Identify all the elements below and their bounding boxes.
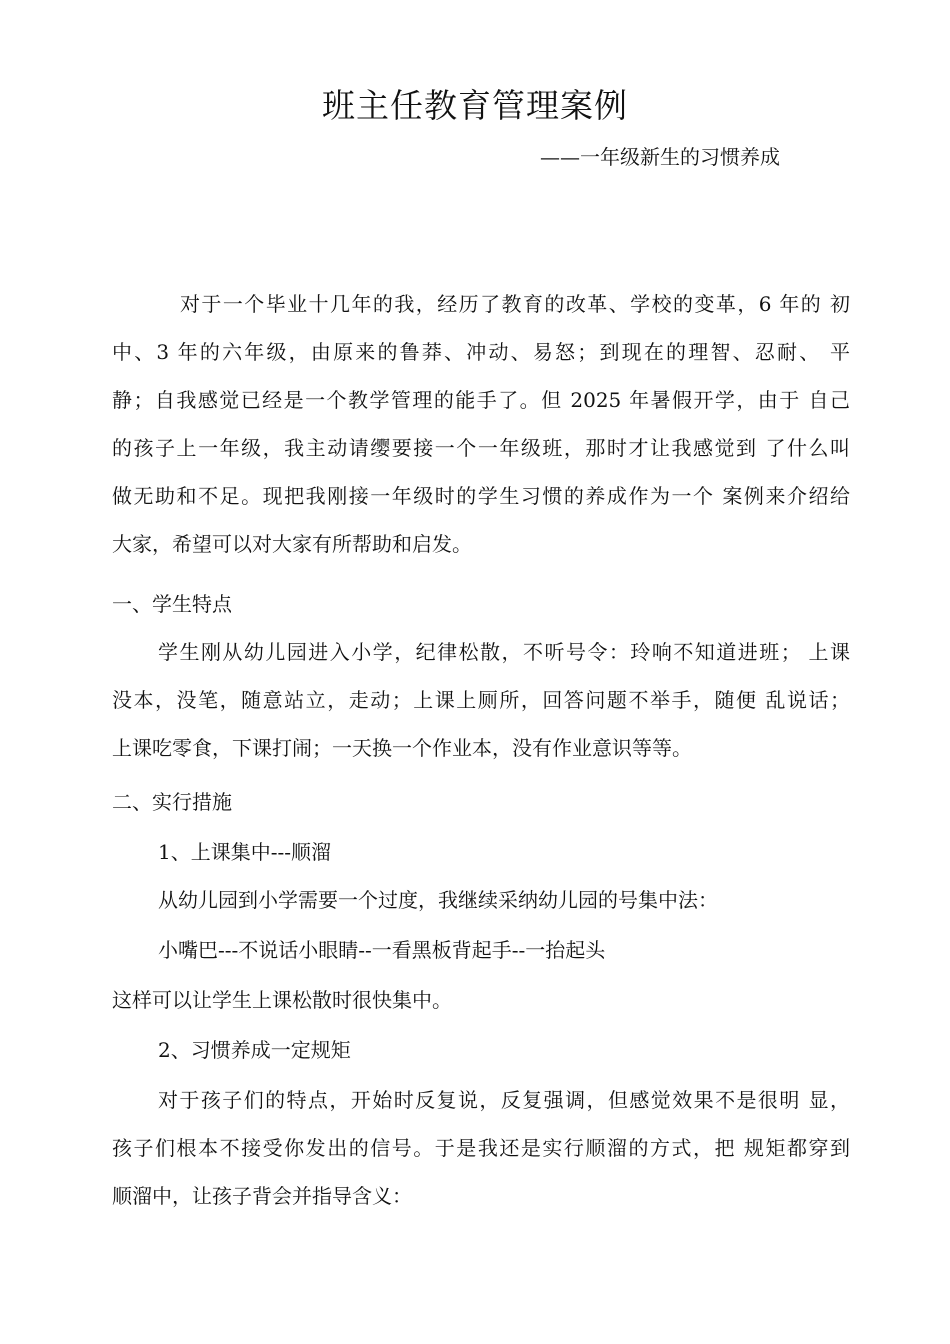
section-heading-text: 二、实行措施 [112,790,232,814]
document-title: 班主任教育管理案例 [322,86,628,125]
traits-line: 上课吃零食，下课打闹；一天换一个作业本，没有作业意识等等。 [112,736,692,760]
section-heading-text: 一、学生特点 [112,592,232,616]
measure-chant: 小嘴巴---不说话小眼睛--一看黑板背起手--一抬起头 [158,938,606,962]
measure-title: 2、习惯养成一定规矩 [158,1038,351,1062]
measure-line: 顺溜中，让孩子背会并指导含义： [112,1184,412,1208]
traits-line: 没本，没笔，随意站立，走动；上课上厕所，回答问题不举手，随便 乱说话； [112,688,850,712]
measure-title: 1、上课集中---顺溜 [158,840,331,864]
measure-result: 这样可以让学生上课松散时很快集中。 [112,988,452,1012]
traits-line: 学生刚从幼儿园进入小学，纪律松散，不听号令：玲响不知道进班； 上课 [158,640,850,664]
measure-line: 孩子们根本不接受你发出的信号。于是我还是实行顺溜的方式，把 规矩都穿到 [112,1136,850,1160]
measure-line: 对于孩子们的特点，开始时反复说，反复强调，但感觉效果不是很明 显， [158,1088,850,1112]
intro-line: 的孩子上一年级，我主动请缨要接一个一年级班，那时才让我感觉到 了什么叫 [112,436,850,460]
document-subtitle: ——一年级新生的习惯养成 [540,145,780,169]
measure-text: 从幼儿园到小学需要一个过度，我继续采纳幼儿园的号集中法： [158,888,718,912]
intro-line: 静；自我感觉已经是一个教学管理的能手了。但 2025 年暑假开学，由于 自己 [112,388,850,412]
intro-line: 中、3 年的六年级，由原来的鲁莽、冲动、易怒；到现在的理智、忍耐、 平 [112,340,850,364]
intro-line: 大家，希望可以对大家有所帮助和启发。 [112,532,472,556]
intro-line: 对于一个毕业十几年的我，经历了教育的改革、学校的变革，6 年的 初 [180,292,850,316]
intro-line: 做无助和不足。现把我刚接一年级时的学生习惯的养成作为一个 案例来介绍给 [112,484,850,508]
